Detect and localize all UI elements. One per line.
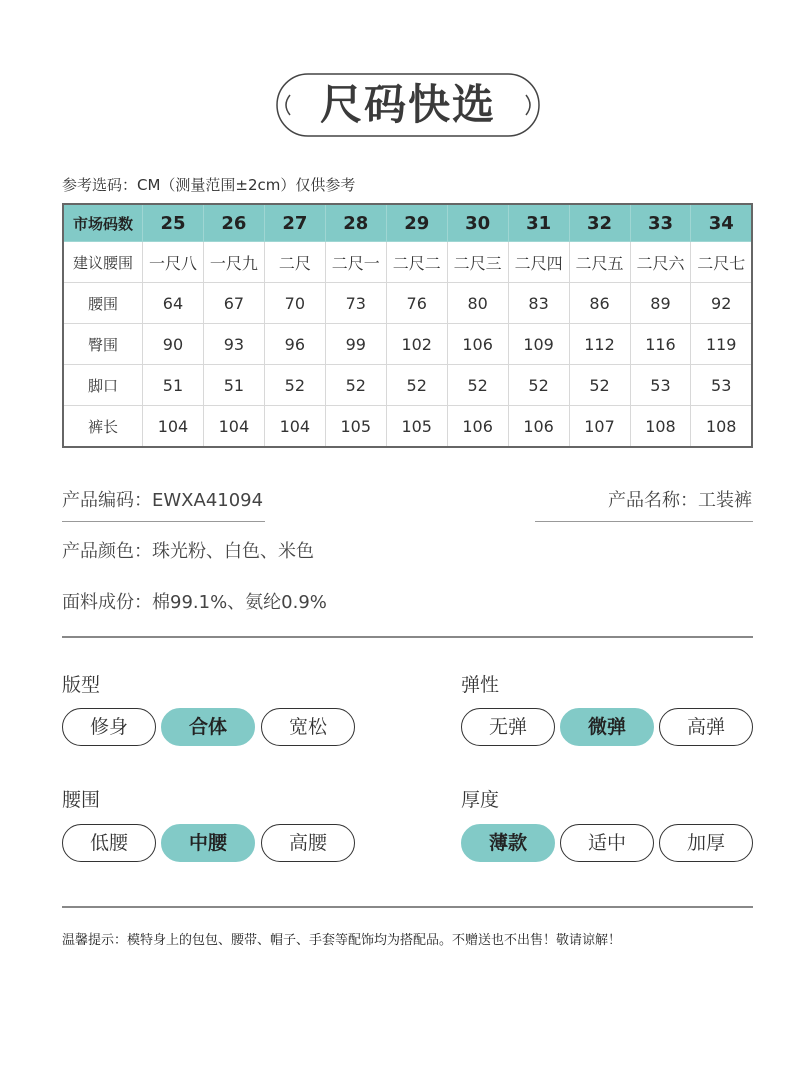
table-cell: 73 xyxy=(325,283,386,324)
reference-note: 参考选码：CM（测量范围±2cm）仅供参考 xyxy=(62,176,356,194)
product-code: 产品编码：EWXA41094 xyxy=(62,490,264,511)
row-label: 裤长 xyxy=(63,406,143,448)
table-cell: 一尺八 xyxy=(143,242,204,283)
table-cell: 76 xyxy=(386,283,447,324)
page-title: 尺码快选 xyxy=(319,80,496,129)
size-header-cell: 33 xyxy=(630,204,691,242)
table-cell: 二尺六 xyxy=(630,242,691,283)
table-cell: 108 xyxy=(691,406,752,448)
fit-option-loose[interactable]: 宽松 xyxy=(261,708,355,746)
size-header-cell: 34 xyxy=(691,204,752,242)
table-cell: 51 xyxy=(203,365,264,406)
size-header-cell: 27 xyxy=(264,204,325,242)
row-label: 腰围 xyxy=(63,283,143,324)
table-cell: 106 xyxy=(447,324,508,365)
table-cell: 109 xyxy=(508,324,569,365)
table-cell: 112 xyxy=(569,324,630,365)
table-cell: 52 xyxy=(508,365,569,406)
table-cell: 二尺五 xyxy=(569,242,630,283)
table-cell: 52 xyxy=(569,365,630,406)
size-header-cell: 30 xyxy=(447,204,508,242)
product-colors: 产品颜色：珠光粉、白色、米色 xyxy=(62,541,314,562)
table-cell: 二尺二 xyxy=(386,242,447,283)
tip-text: 温馨提示：模特身上的包包、腰带、帽子、手套等配饰均为搭配品。不赠送也不出售！敬请谅解！ xyxy=(62,933,622,948)
table-cell: 51 xyxy=(143,365,204,406)
title-banner xyxy=(276,73,540,137)
elasticity-title: 弹性 xyxy=(461,674,500,696)
size-table xyxy=(62,203,753,448)
table-cell: 107 xyxy=(569,406,630,448)
table-cell: 52 xyxy=(264,365,325,406)
table-cell: 96 xyxy=(264,324,325,365)
row-label: 建议腰围 xyxy=(63,242,143,283)
table-cell: 104 xyxy=(203,406,264,448)
table-cell: 104 xyxy=(143,406,204,448)
table-cell: 104 xyxy=(264,406,325,448)
fit-option-regular[interactable]: 合体 xyxy=(161,708,255,746)
thickness-title: 厚度 xyxy=(461,789,500,811)
section-divider xyxy=(62,636,753,638)
table-row xyxy=(63,365,752,406)
size-header-cell: 32 xyxy=(569,204,630,242)
thickness-option-medium[interactable]: 适中 xyxy=(560,824,654,862)
size-header-cell: 26 xyxy=(203,204,264,242)
waist-option-low[interactable]: 低腰 xyxy=(62,824,156,862)
row-label: 脚口 xyxy=(63,365,143,406)
waist-option-mid[interactable]: 中腰 xyxy=(161,824,255,862)
waist-option-high[interactable]: 高腰 xyxy=(261,824,355,862)
product-code-underline xyxy=(62,521,265,522)
table-row xyxy=(63,242,752,283)
table-cell: 83 xyxy=(508,283,569,324)
size-header-cell: 28 xyxy=(325,204,386,242)
table-row xyxy=(63,324,752,365)
fit-title: 版型 xyxy=(62,674,101,696)
table-cell: 89 xyxy=(630,283,691,324)
table-cell: 二尺一 xyxy=(325,242,386,283)
table-cell: 二尺三 xyxy=(447,242,508,283)
table-cell: 70 xyxy=(264,283,325,324)
table-cell: 53 xyxy=(691,365,752,406)
table-cell: 80 xyxy=(447,283,508,324)
thickness-option-thin[interactable]: 薄款 xyxy=(461,824,555,862)
table-header-row xyxy=(63,204,752,242)
table-cell: 106 xyxy=(447,406,508,448)
table-cell: 二尺 xyxy=(264,242,325,283)
table-cell: 116 xyxy=(630,324,691,365)
table-cell: 67 xyxy=(203,283,264,324)
table-cell: 53 xyxy=(630,365,691,406)
table-cell: 102 xyxy=(386,324,447,365)
table-cell: 64 xyxy=(143,283,204,324)
table-cell: 99 xyxy=(325,324,386,365)
table-cell: 90 xyxy=(143,324,204,365)
table-cell: 二尺七 xyxy=(691,242,752,283)
fit-option-slim[interactable]: 修身 xyxy=(62,708,156,746)
product-name-underline xyxy=(535,521,753,522)
table-row xyxy=(63,283,752,324)
size-header-cell: 31 xyxy=(508,204,569,242)
table-row xyxy=(63,406,752,448)
table-cell: 105 xyxy=(386,406,447,448)
elasticity-option-none[interactable]: 无弹 xyxy=(461,708,555,746)
table-cell: 106 xyxy=(508,406,569,448)
table-cell: 52 xyxy=(325,365,386,406)
elasticity-option-high[interactable]: 高弹 xyxy=(659,708,753,746)
table-cell: 二尺四 xyxy=(508,242,569,283)
elasticity-option-slight[interactable]: 微弹 xyxy=(560,708,654,746)
size-header-cell: 29 xyxy=(386,204,447,242)
size-header-cell: 25 xyxy=(143,204,204,242)
table-cell: 108 xyxy=(630,406,691,448)
table-cell: 119 xyxy=(691,324,752,365)
row-label: 臀围 xyxy=(63,324,143,365)
product-name: 产品名称：工装裤 xyxy=(608,490,752,511)
thickness-option-thick[interactable]: 加厚 xyxy=(659,824,753,862)
product-fabric: 面料成份：棉99.1%、氨纶0.9% xyxy=(62,592,327,613)
table-header-label: 市场码数 xyxy=(63,204,143,242)
table-cell: 92 xyxy=(691,283,752,324)
table-cell: 52 xyxy=(447,365,508,406)
table-cell: 52 xyxy=(386,365,447,406)
footer-divider xyxy=(62,906,753,908)
waist-title: 腰围 xyxy=(62,789,101,811)
table-cell: 105 xyxy=(325,406,386,448)
table-cell: 86 xyxy=(569,283,630,324)
table-cell: 一尺九 xyxy=(203,242,264,283)
table-cell: 93 xyxy=(203,324,264,365)
